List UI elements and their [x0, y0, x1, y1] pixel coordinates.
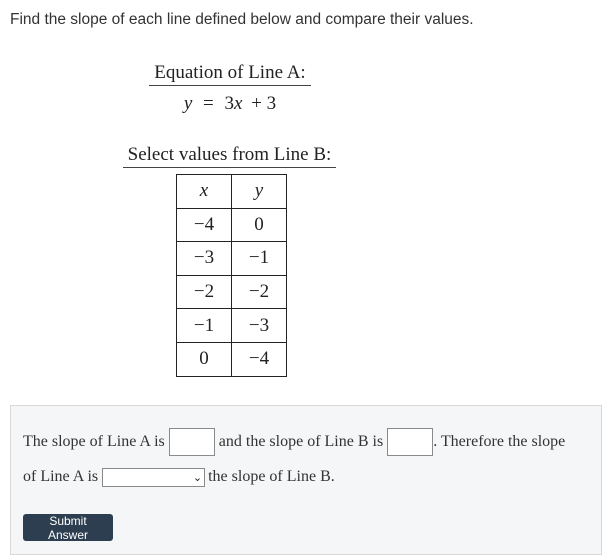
- chevron-down-icon: ⌄: [192, 470, 203, 484]
- equation-lhs: y: [183, 93, 193, 114]
- line-b-heading: Select values from Line B:: [123, 144, 336, 168]
- answer-text-line-a-is: of Line A is: [23, 468, 99, 485]
- table-cell-y: −1: [232, 242, 287, 276]
- answer-text-slope-b: and the slope of Line B is: [218, 433, 384, 450]
- answer-text-slope-of-b: the slope of Line B.: [208, 468, 335, 485]
- table-row: [177, 275, 287, 309]
- equation-variable: x: [234, 93, 243, 114]
- table-header-y: y: [232, 175, 287, 209]
- equation-equals: =: [203, 93, 214, 114]
- table-cell-x: 0: [177, 342, 232, 376]
- line-a-heading: Equation of Line A:: [149, 62, 311, 86]
- table-row: [177, 342, 287, 376]
- table-cell-y: −2: [232, 275, 287, 309]
- line-a-equation: [149, 93, 311, 115]
- table-header-x: x: [177, 175, 232, 209]
- slope-b-input[interactable]: [387, 428, 433, 456]
- table-cell-x: −4: [177, 208, 232, 242]
- slope-a-input[interactable]: [169, 428, 215, 456]
- table-cell-y: −3: [232, 309, 287, 343]
- table-header-row: [177, 175, 287, 209]
- table-cell-x: −3: [177, 242, 232, 276]
- table-row: [177, 208, 287, 242]
- table-cell-x: −1: [177, 309, 232, 343]
- table-cell-y: 0: [232, 208, 287, 242]
- table-cell-y: −4: [232, 342, 287, 376]
- answer-line-2: [23, 466, 335, 488]
- answer-panel: [10, 405, 602, 555]
- equation-constant: + 3: [251, 93, 277, 114]
- submit-answer-button[interactable]: Submit Answer: [23, 514, 113, 541]
- answer-line-1: [23, 426, 565, 458]
- equation-coefficient: 3: [224, 93, 234, 114]
- table-cell-x: −2: [177, 275, 232, 309]
- instructions-text: Find the slope of each line defined below and compare their values.: [10, 11, 474, 28]
- table-row: [177, 242, 287, 276]
- table-row: [177, 309, 287, 343]
- answer-text-slope-a: The slope of Line A is: [23, 433, 165, 450]
- line-b-values-table: [176, 174, 287, 377]
- answer-text-therefore: . Therefore the slope: [433, 433, 566, 450]
- comparison-select[interactable]: [102, 468, 205, 487]
